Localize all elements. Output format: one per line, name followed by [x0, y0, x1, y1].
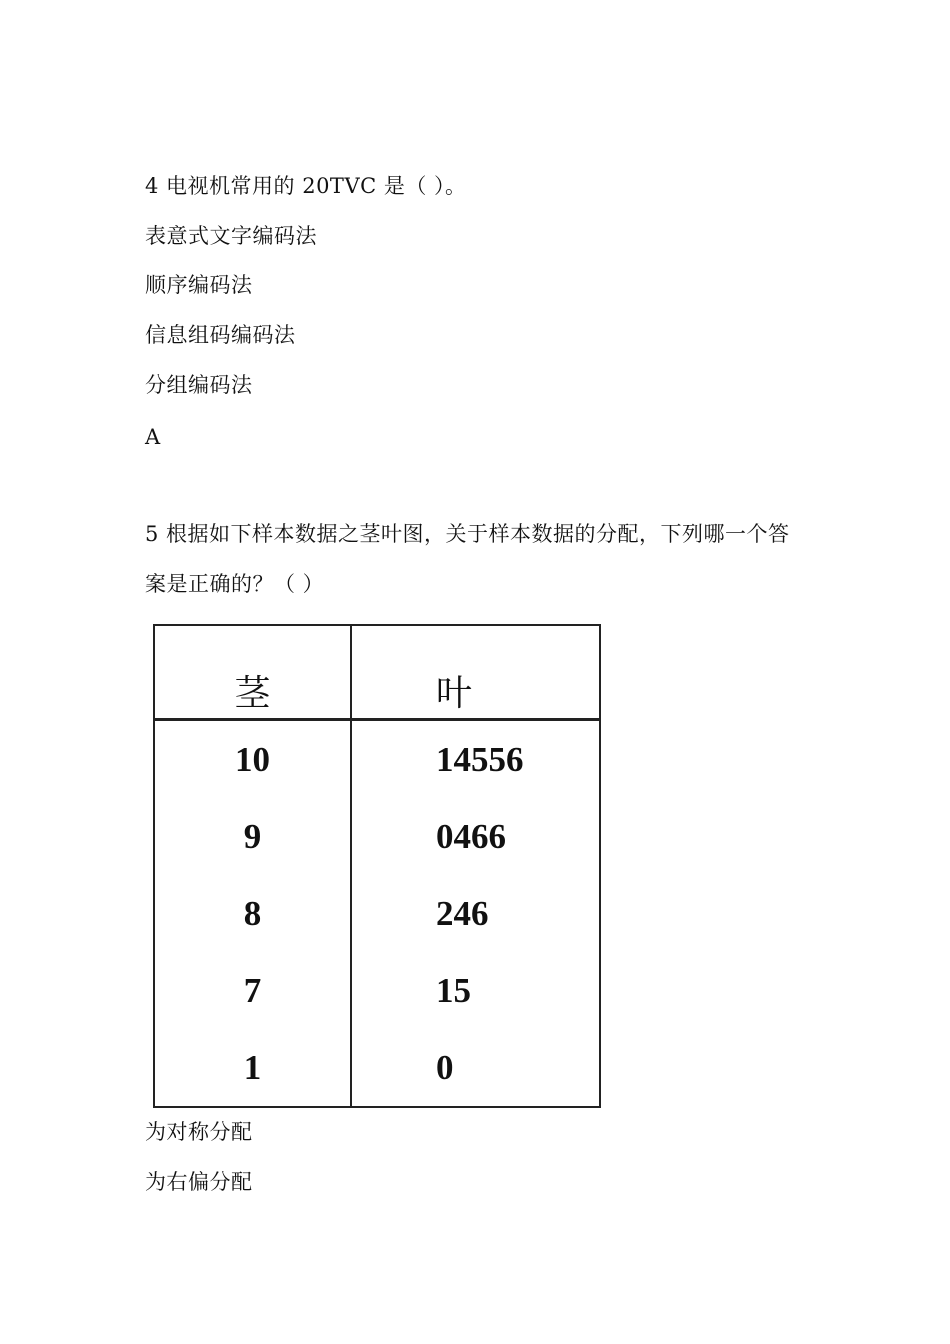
stem-cell: 1: [154, 1029, 351, 1107]
q4-question: 4 电视机常用的 20TVC 是（ ）。: [145, 174, 467, 198]
table-header-row: [154, 625, 600, 720]
stem-header: 茎: [154, 625, 351, 720]
table-row: [154, 1029, 600, 1107]
q4-option-3: 信息组码编码法: [145, 323, 296, 347]
table-row: [154, 875, 600, 952]
table-row: [154, 952, 600, 1029]
q4-option-2: 顺序编码法: [145, 273, 253, 297]
stem-cell: 10: [154, 720, 351, 799]
q4-option-4: 分组编码法: [145, 373, 253, 397]
leaf-header: 叶: [351, 625, 600, 720]
stem-cell: 8: [154, 875, 351, 952]
leaf-cell: 0466: [351, 798, 600, 875]
q5-option-1: 为对称分配: [145, 1120, 253, 1144]
table-row: [154, 720, 600, 799]
leaf-cell: 15: [351, 952, 600, 1029]
leaf-cell: 14556: [351, 720, 600, 799]
stem-cell: 7: [154, 952, 351, 1029]
q4-option-1: 表意式文字编码法: [145, 224, 317, 248]
q5-option-2: 为右偏分配: [145, 1170, 253, 1194]
leaf-cell: 246: [351, 875, 600, 952]
q5-question-line-1: 5 根据如下样本数据之茎叶图，关于样本数据的分配，下列哪一个答: [145, 522, 790, 546]
q4-answer: A: [145, 425, 161, 449]
leaf-cell: 0: [351, 1029, 600, 1107]
table-row: [154, 798, 600, 875]
q5-question-line-2: 案是正确的？（ ）: [145, 572, 325, 596]
stem-leaf-table: [153, 624, 601, 1108]
stem-cell: 9: [154, 798, 351, 875]
